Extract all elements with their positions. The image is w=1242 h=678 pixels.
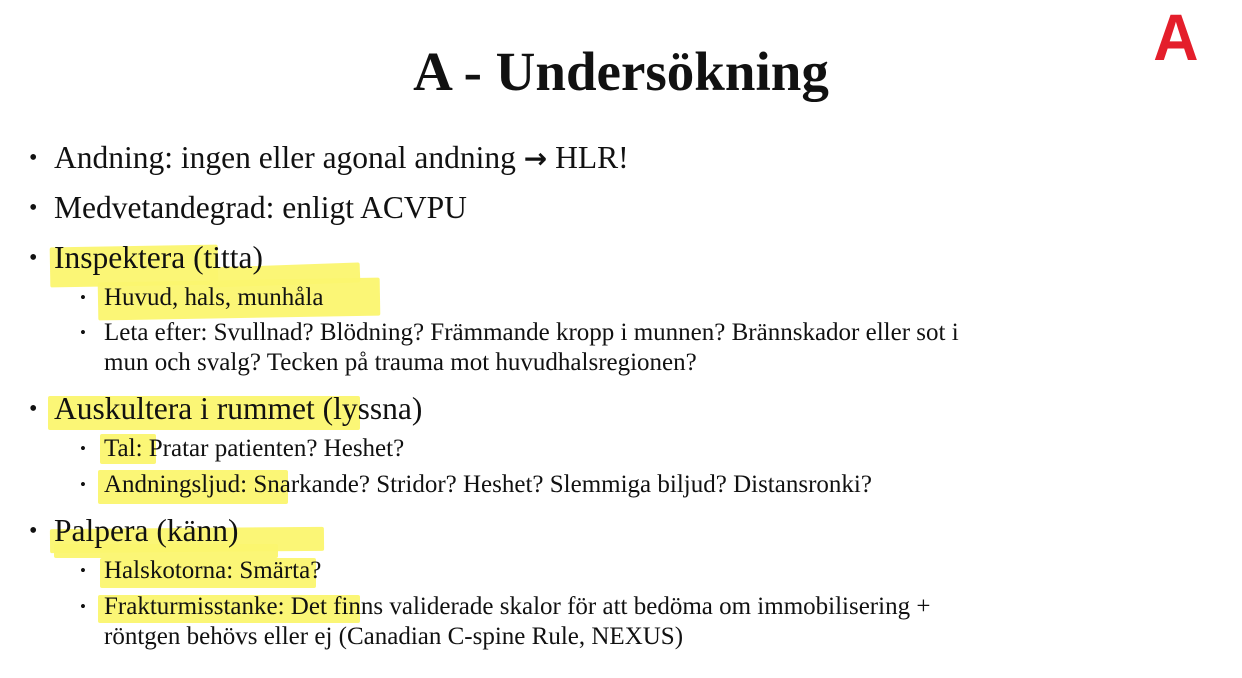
item-highlight-text: Inspektera bbox=[54, 240, 186, 275]
sub-highlight-text: Tal: bbox=[104, 435, 143, 462]
sub-bullet: • bbox=[80, 475, 86, 494]
bullet: • bbox=[29, 195, 38, 221]
sub-bullet: • bbox=[80, 561, 86, 580]
sub-item-fraktur bbox=[104, 592, 930, 622]
logo-icon: A bbox=[1153, 0, 1199, 74]
sub-bullet: • bbox=[80, 439, 86, 458]
sub-highlight-text: Frakturmisstanke: D bbox=[104, 593, 309, 620]
sub-text: Pratar patienten? Heshet? bbox=[142, 435, 405, 462]
sub-highlight-text: Halskotorna: Sm bbox=[104, 557, 273, 584]
sub-item-huvud: Huvud, hals, munhåla bbox=[104, 284, 324, 311]
bullet: • bbox=[29, 245, 38, 271]
item-text-after: HLR! bbox=[547, 140, 629, 175]
sub-bullet: • bbox=[80, 323, 86, 342]
sub-item-leta-efter: Leta efter: Svullnad? Blödning? Främmande kropp i munnen? Brännskador eller sot i bbox=[104, 319, 959, 346]
sub-text: Snarkande? Stridor? Heshet? Slemmiga biljud? Distansronki? bbox=[247, 471, 872, 498]
sub-item-halskotorna bbox=[104, 556, 321, 586]
sub-text: et finns validerade skalor för att bedöma om immobilisering + bbox=[308, 593, 931, 620]
item-text: (lyssna) bbox=[314, 391, 423, 426]
sub-item-leta-efter-cont: mun och svalg? Tecken på trauma mot huvudhalsregionen? bbox=[104, 349, 697, 376]
list-item-inspektera bbox=[54, 240, 263, 276]
sub-text: ärta? bbox=[272, 557, 322, 584]
item-text: (titta) bbox=[185, 240, 264, 275]
sub-bullet: • bbox=[80, 597, 86, 616]
sub-bullet: • bbox=[80, 288, 86, 307]
list-item-palpera: Palpera (känn) bbox=[54, 513, 239, 548]
slide-title: A - Undersökning bbox=[413, 41, 829, 102]
bullet: • bbox=[29, 396, 38, 422]
item-text: Andning: ingen eller agonal andning bbox=[54, 140, 516, 175]
sub-item-fraktur-cont: röntgen behövs eller ej (Canadian C-spine Rule, NEXUS) bbox=[104, 623, 684, 650]
list-item-andning bbox=[54, 140, 629, 177]
sub-highlight-text: Andningsljud: bbox=[104, 471, 248, 498]
list-item-medvetandegrad: Medvetandegrad: enligt ACVPU bbox=[54, 190, 467, 225]
bullet: • bbox=[29, 518, 38, 544]
item-highlight-text: Auskultera i rummet bbox=[54, 391, 315, 426]
sub-item-andningsljud bbox=[104, 470, 872, 500]
bullet: • bbox=[29, 145, 38, 171]
sub-item-tal bbox=[104, 434, 404, 464]
arrow-icon: → bbox=[523, 142, 548, 175]
list-item-auskultera bbox=[54, 391, 422, 427]
